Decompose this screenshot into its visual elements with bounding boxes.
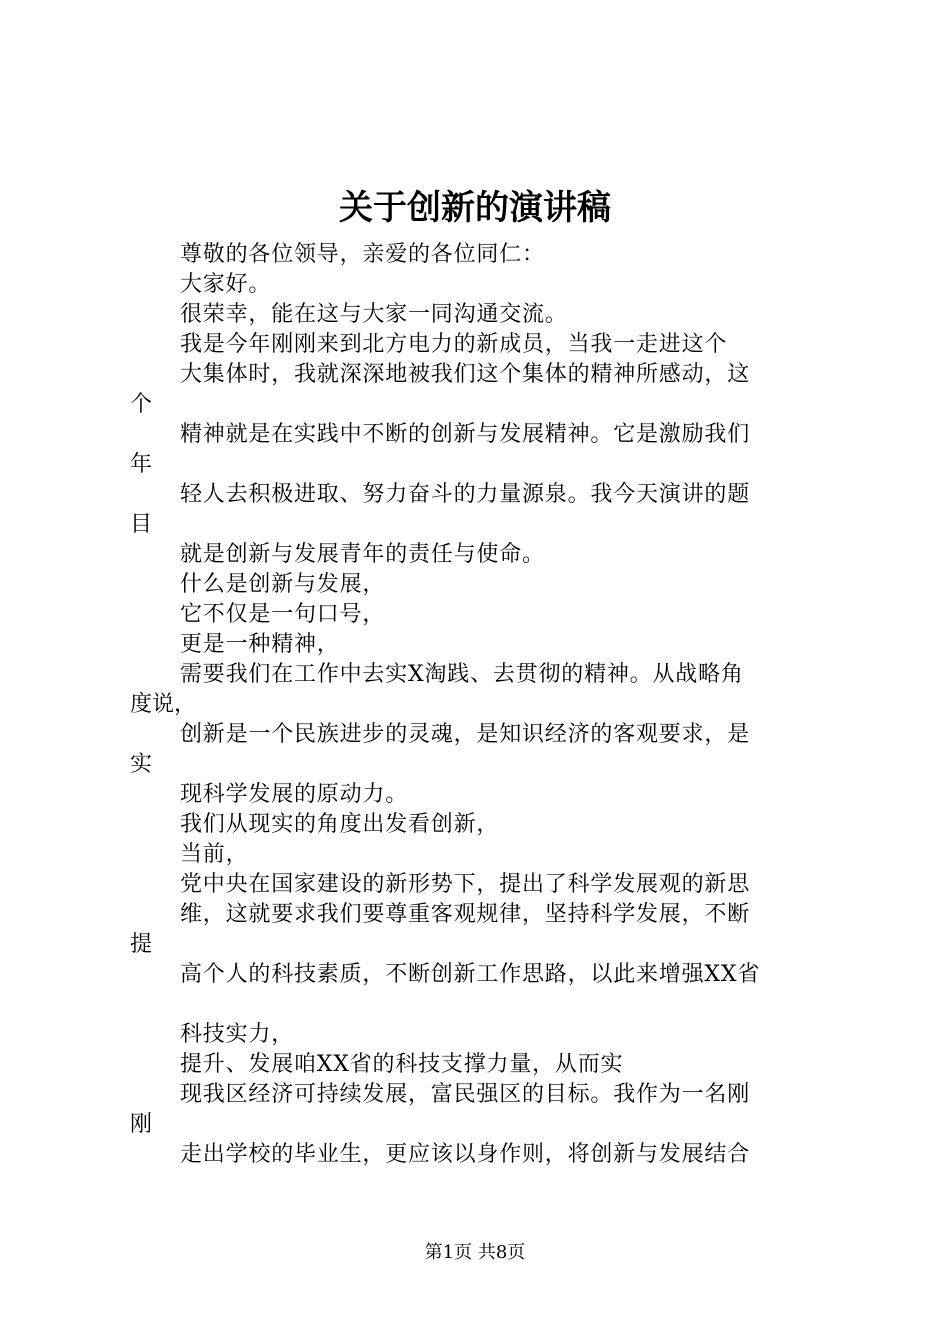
body-line: 高个人的科技素质，不断创新工作思路，以此来增强XX省	[180, 962, 761, 987]
body-line: 提	[130, 932, 153, 957]
body-line: 走出学校的毕业生，更应该以身作则，将创新与发展结合	[180, 1142, 751, 1167]
body-line: 年	[130, 452, 153, 477]
page-footer: 第1页 共8页	[424, 1242, 526, 1263]
body-line: 我是今年刚刚来到北方电力的新成员，当我一走进这个	[180, 332, 728, 357]
body-line: 科技实力，	[180, 1022, 295, 1047]
body-line: 实	[130, 752, 153, 777]
body-line: 目	[130, 512, 153, 537]
body-line: 提升、发展咱XX省的科技支撑力量，从而实	[180, 1052, 624, 1077]
body-line: 就是创新与发展青年的责任与使命。	[180, 542, 545, 567]
body-line: 轻人去积极进取、努力奋斗的力量源泉。我今天演讲的题	[180, 482, 751, 507]
body-line: 创新是一个民族进步的灵魂，是知识经济的客观要求，是	[180, 722, 751, 747]
body-line: 度说，	[130, 692, 197, 717]
body-line: 我们从现实的角度出发看创新，	[180, 812, 500, 837]
body-line: 尊敬的各位领导，亲爱的各位同仁：	[180, 242, 545, 267]
body-line: 个	[130, 392, 153, 417]
body-line: 它不仅是一句口号，	[180, 602, 386, 627]
body-line: 维，这就要求我们要尊重客观规律，坚持科学发展，不断	[180, 902, 751, 927]
body-line: 刚	[130, 1112, 153, 1137]
body-line: 当前，	[180, 842, 249, 867]
body-line: 党中央在国家建设的新形势下，提出了科学发展观的新思	[180, 872, 751, 897]
body-line: 精神就是在实践中不断的创新与发展精神。它是激励我们	[180, 422, 751, 447]
document-body	[130, 240, 832, 1170]
body-line: 很荣幸，能在这与大家一同沟通交流。	[180, 302, 568, 327]
body-line: 更是一种精神，	[180, 632, 340, 657]
body-line: 现科学发展的原动力。	[180, 782, 409, 807]
body-line: 现我区经济可持续发展，富民强区的目标。我作为一名刚	[180, 1082, 751, 1107]
body-line: 需要我们在工作中去实X淘践、去贯彻的精神。从战略角	[180, 662, 744, 687]
body-line: 大家好。	[180, 272, 272, 297]
body-line: 大集体时，我就深深地被我们这个集体的精神所感动，这	[180, 362, 751, 387]
document-title: 关于创新的演讲稿	[339, 188, 611, 228]
body-line: 什么是创新与发展，	[180, 572, 386, 597]
blank-line	[130, 990, 832, 1020]
